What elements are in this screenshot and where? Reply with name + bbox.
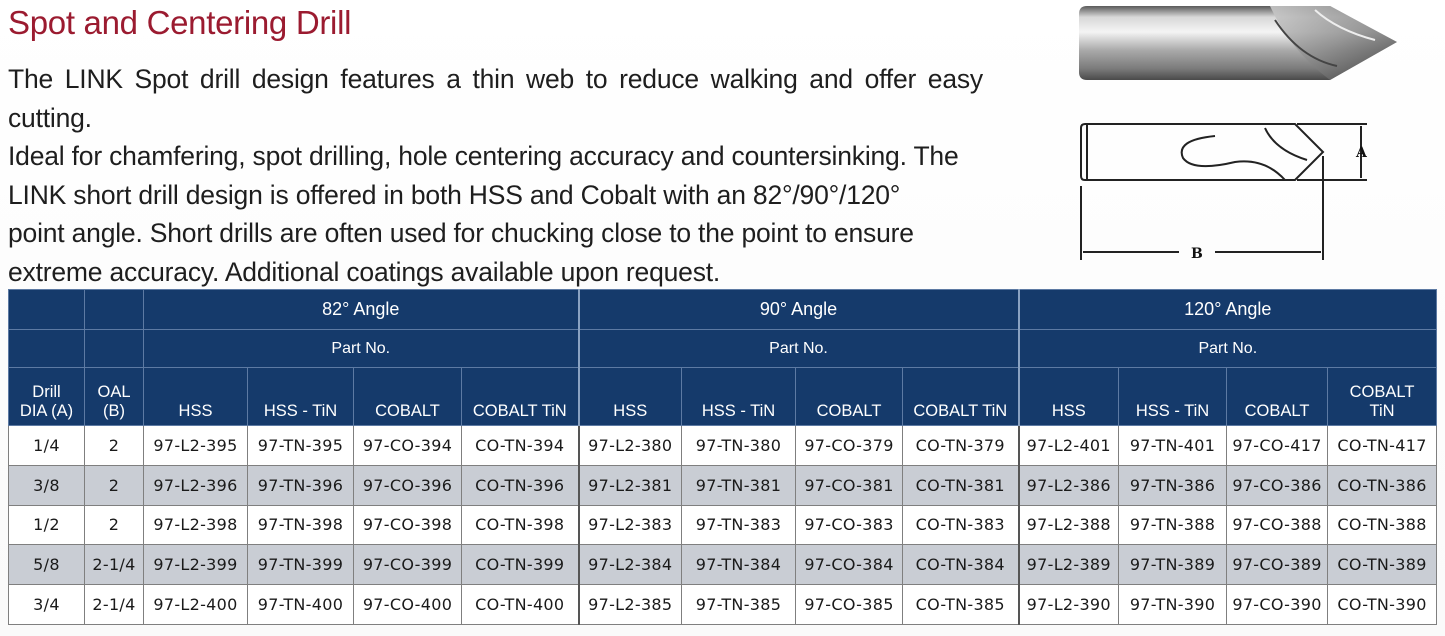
header-angle-82: 82° Angle <box>144 290 579 330</box>
part-number-cell: 97-L2-388 <box>1019 505 1119 545</box>
header-hss-tin: HSS - TiN <box>248 368 354 426</box>
header-angle-120: 120° Angle <box>1019 290 1437 330</box>
part-number-cell: CO-TN-379 <box>903 426 1019 466</box>
part-number-cell: 97-TN-401 <box>1119 426 1227 466</box>
part-number-cell: CO-TN-417 <box>1328 426 1437 466</box>
description-line: The LINK Spot drill design features a thin web to reduce walking and offer easy cutting. <box>8 64 983 133</box>
part-number-cell: CO-TN-384 <box>903 545 1019 585</box>
header-drill-dia-line1: Drill <box>32 383 61 401</box>
oal-cell: 2 <box>85 465 144 505</box>
header-blank <box>85 290 144 330</box>
header-cobalt-tin-line2: TiN <box>1369 402 1395 420</box>
part-number-cell: 97-TN-399 <box>248 545 354 585</box>
part-number-cell: 97-CO-386 <box>1227 465 1328 505</box>
header-drill-dia <box>9 368 85 426</box>
part-number-cell: CO-TN-396 <box>462 465 579 505</box>
header-cobalt: COBALT <box>354 368 462 426</box>
part-number-cell: 97-TN-388 <box>1119 505 1227 545</box>
part-number-cell: 97-CO-394 <box>354 426 462 466</box>
header-hss: HSS <box>579 368 682 426</box>
part-number-cell: CO-TN-383 <box>903 505 1019 545</box>
product-description <box>8 60 983 291</box>
oal-cell: 2-1/4 <box>85 545 144 585</box>
part-number-cell: CO-TN-390 <box>1328 585 1437 625</box>
header-hss: HSS <box>144 368 248 426</box>
dimension-label-a: A <box>1356 145 1367 161</box>
header-cobalt-tin <box>1328 368 1437 426</box>
dimension-label-b: B <box>1191 246 1203 262</box>
part-number-cell: CO-TN-381 <box>903 465 1019 505</box>
header-part-no: Part No. <box>1019 330 1437 368</box>
part-number-cell: 97-L2-390 <box>1019 585 1119 625</box>
description-line: extreme accuracy. Additional coatings available upon request. <box>8 256 721 287</box>
part-number-cell: 97-CO-385 <box>796 585 903 625</box>
header-hss-tin: HSS - TiN <box>682 368 796 426</box>
drill-dia-cell: 3/4 <box>9 585 85 625</box>
part-number-cell: CO-TN-389 <box>1328 545 1437 585</box>
part-number-cell: 97-L2-401 <box>1019 426 1119 466</box>
header-cobalt-tin-line1: COBALT <box>1349 383 1415 401</box>
table-row <box>9 505 1437 545</box>
part-number-cell: 97-L2-385 <box>579 585 682 625</box>
header-part-no: Part No. <box>579 330 1019 368</box>
part-number-cell: 97-TN-395 <box>248 426 354 466</box>
part-number-cell: 97-TN-390 <box>1119 585 1227 625</box>
drill-dia-cell: 1/4 <box>9 426 85 466</box>
header-cobalt: COBALT <box>796 368 903 426</box>
description-line: Ideal for chamfering, spot drilling, hole centering accuracy and countersinking. The <box>8 141 959 171</box>
part-number-cell: 97-L2-381 <box>579 465 682 505</box>
header-oal <box>85 368 144 426</box>
part-number-cell: 97-TN-398 <box>248 505 354 545</box>
part-number-cell: 97-TN-385 <box>682 585 796 625</box>
part-number-cell: 97-CO-384 <box>796 545 903 585</box>
header-hss: HSS <box>1019 368 1119 426</box>
table-row <box>9 585 1437 625</box>
header-blank <box>85 330 144 368</box>
drill-dimension-diagram <box>1075 118 1375 268</box>
table-row <box>9 465 1437 505</box>
part-number-cell: 97-TN-384 <box>682 545 796 585</box>
part-number-cell: CO-TN-398 <box>462 505 579 545</box>
part-number-cell: 97-TN-389 <box>1119 545 1227 585</box>
oal-cell: 2 <box>85 426 144 466</box>
header-oal-line2: (B) <box>103 402 125 420</box>
part-number-cell: 97-CO-417 <box>1227 426 1328 466</box>
part-number-cell: 97-CO-388 <box>1227 505 1328 545</box>
part-number-cell: 97-TN-381 <box>682 465 796 505</box>
drill-photo <box>1075 0 1405 88</box>
part-number-cell: CO-TN-386 <box>1328 465 1437 505</box>
part-number-cell: CO-TN-388 <box>1328 505 1437 545</box>
header-cobalt: COBALT <box>1227 368 1328 426</box>
part-number-cell: CO-TN-385 <box>903 585 1019 625</box>
page-title: Spot and Centering Drill <box>8 4 352 41</box>
part-number-cell: 97-CO-400 <box>354 585 462 625</box>
part-number-cell: 97-TN-396 <box>248 465 354 505</box>
table-row <box>9 545 1437 585</box>
part-number-cell: 97-L2-389 <box>1019 545 1119 585</box>
part-number-cell: 97-CO-396 <box>354 465 462 505</box>
header-angle-90: 90° Angle <box>579 290 1019 330</box>
part-number-table <box>8 289 1437 625</box>
drill-dia-cell: 1/2 <box>9 505 85 545</box>
header-blank <box>9 330 85 368</box>
header-drill-dia-line2: DIA (A) <box>19 402 74 420</box>
part-number-cell: 97-CO-398 <box>354 505 462 545</box>
part-number-cell: 97-L2-400 <box>144 585 248 625</box>
header-oal-line1: OAL <box>97 383 131 401</box>
drill-dia-cell: 5/8 <box>9 545 85 585</box>
part-number-cell: 97-CO-379 <box>796 426 903 466</box>
table-row <box>9 426 1437 466</box>
part-number-cell: CO-TN-400 <box>462 585 579 625</box>
part-number-cell: 97-CO-383 <box>796 505 903 545</box>
part-number-cell: 97-L2-399 <box>144 545 248 585</box>
part-number-cell: 97-L2-395 <box>144 426 248 466</box>
part-number-cell: 97-L2-398 <box>144 505 248 545</box>
header-part-no: Part No. <box>144 330 579 368</box>
header-cobalt-tin: COBALT TiN <box>462 368 579 426</box>
header-blank <box>9 290 85 330</box>
header-cobalt-tin: COBALT TiN <box>903 368 1019 426</box>
part-number-cell: 97-L2-396 <box>144 465 248 505</box>
part-number-cell: 97-TN-380 <box>682 426 796 466</box>
part-number-cell: CO-TN-399 <box>462 545 579 585</box>
part-number-cell: 97-L2-383 <box>579 505 682 545</box>
part-number-cell: 97-TN-400 <box>248 585 354 625</box>
drill-dia-cell: 3/8 <box>9 465 85 505</box>
part-number-cell: CO-TN-394 <box>462 426 579 466</box>
description-line: LINK short drill design is offered in both HSS and Cobalt with an 82°/90°/120° <box>8 179 901 210</box>
oal-cell: 2-1/4 <box>85 585 144 625</box>
part-number-cell: 97-TN-383 <box>682 505 796 545</box>
oal-cell: 2 <box>85 505 144 545</box>
table-body <box>9 426 1437 625</box>
part-number-cell: 97-L2-380 <box>579 426 682 466</box>
description-line: point angle. Short drills are often used for chucking close to the point to ensure <box>8 218 914 248</box>
part-number-cell: 97-CO-390 <box>1227 585 1328 625</box>
header-hss-tin: HSS - TiN <box>1119 368 1227 426</box>
part-number-cell: 97-CO-389 <box>1227 545 1328 585</box>
part-number-cell: 97-L2-384 <box>579 545 682 585</box>
part-number-cell: 97-L2-386 <box>1019 465 1119 505</box>
part-number-cell: 97-CO-399 <box>354 545 462 585</box>
part-number-cell: 97-TN-386 <box>1119 465 1227 505</box>
part-number-cell: 97-CO-381 <box>796 465 903 505</box>
